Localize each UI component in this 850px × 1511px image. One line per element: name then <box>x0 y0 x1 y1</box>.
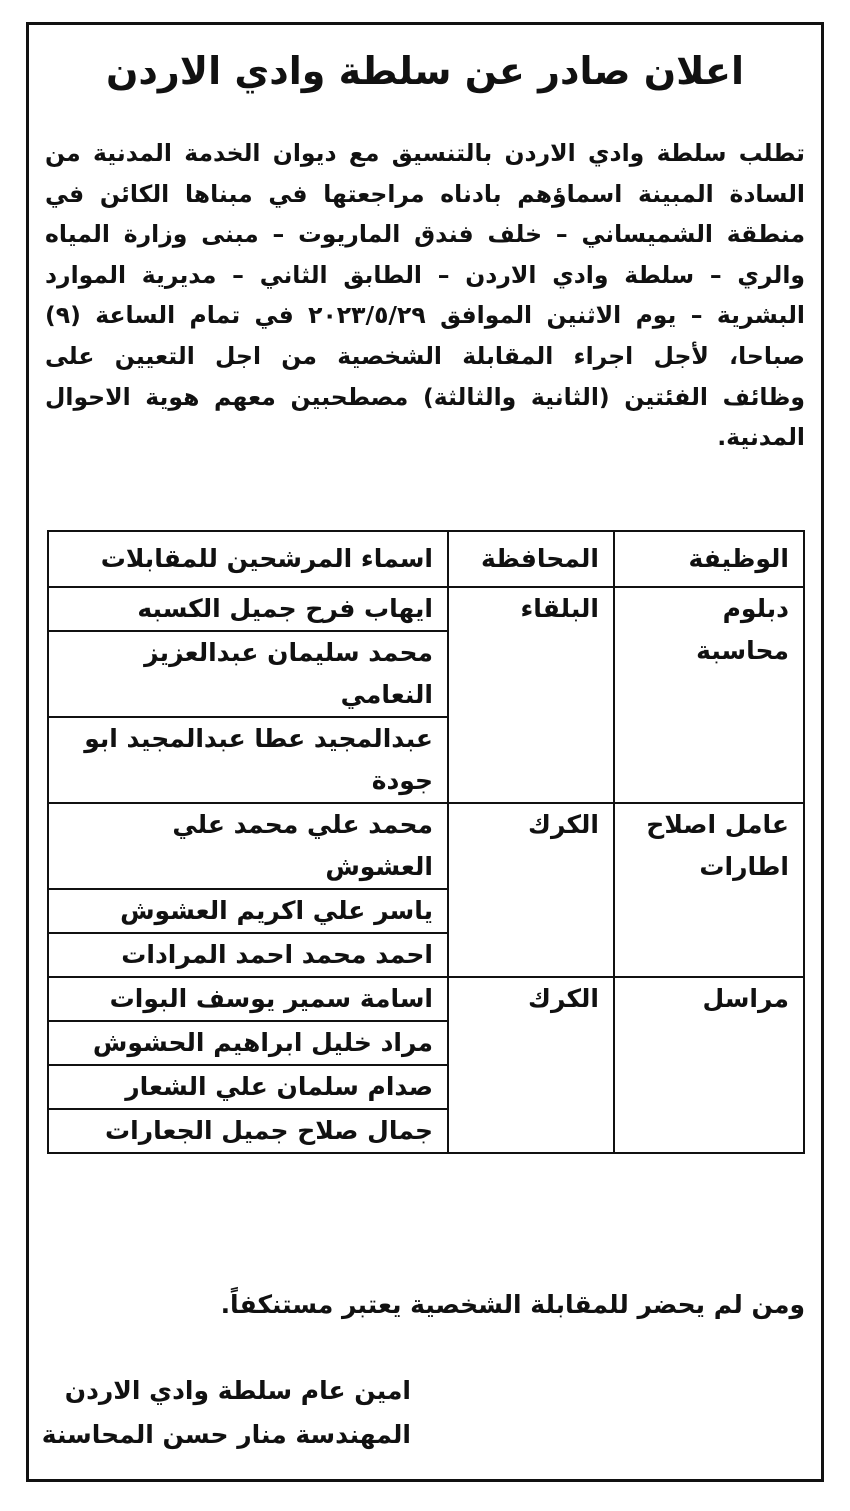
governorate-cell: الكرك <box>448 803 614 977</box>
job-cell: دبلوم محاسبة <box>614 587 804 803</box>
job-cell: عامل اصلاح اطارات <box>614 803 804 977</box>
candidate-name: صدام سلمان علي الشعار <box>48 1065 448 1109</box>
candidate-name: ياسر علي اكريم العشوش <box>48 889 448 933</box>
header-governorate: المحافظة <box>448 531 614 587</box>
candidate-name: ايهاب فرح جميل الكسبه <box>48 587 448 631</box>
table-header-row <box>48 531 804 587</box>
announcement-frame <box>26 22 824 1482</box>
candidate-name: محمد سليمان عبدالعزيز النعامي <box>48 631 448 717</box>
governorate-cell: البلقاء <box>448 587 614 803</box>
signatory-position: امين عام سلطة وادي الاردن <box>64 1376 411 1405</box>
table-row <box>48 587 804 631</box>
candidate-name: مراد خليل ابراهيم الحشوش <box>48 1021 448 1065</box>
signature-block <box>42 1369 411 1457</box>
announcement-body: تطلب سلطة وادي الاردن بالتنسيق مع ديوان الخدمة المدنية من السادة المبينة اسماؤهم بادناه مراجعتها في مبناها الكائن في منطقة الشميساني – خلف فندق الماريوت – مبنى وزارة المياه والري – سلطة وادي الاردن – الطابق الثاني – مديرية الموارد البشرية – يوم الاثنين الموافق ٢٠٢٣/٥/٢٩ في تمام الساعة (٩) صباحا، لأجل اجراء المقابلة الشخصية من اجل التعيين على وظائف الفئتين (الثانية والثالثة) مصطحبين معهم هوية الاحوال المدنية. <box>45 139 805 452</box>
candidate-name: محمد علي محمد علي العشوش <box>48 803 448 889</box>
table-row <box>48 977 804 1021</box>
table-row <box>48 803 804 889</box>
candidate-name: عبدالمجيد عطا عبدالمجيد ابو جودة <box>48 717 448 803</box>
signatory-name: المهندسة منار حسن المحاسنة <box>41 1420 411 1449</box>
candidate-name: اسامة سمير يوسف البوات <box>48 977 448 1021</box>
header-job: الوظيفة <box>614 531 804 587</box>
candidates-table <box>47 530 805 1154</box>
candidate-name: جمال صلاح جميل الجعارات <box>48 1109 448 1153</box>
job-cell: مراسل <box>614 977 804 1153</box>
absence-note: ومن لم يحضر للمقابلة الشخصية يعتبر مستنكفاً. <box>220 1290 805 1319</box>
header-names: اسماء المرشحين للمقابلات <box>48 531 448 587</box>
candidate-name: احمد محمد احمد المرادات <box>48 933 448 977</box>
announcement-title: اعلان صادر عن سلطة وادي الاردن <box>106 49 744 93</box>
governorate-cell: الكرك <box>448 977 614 1153</box>
